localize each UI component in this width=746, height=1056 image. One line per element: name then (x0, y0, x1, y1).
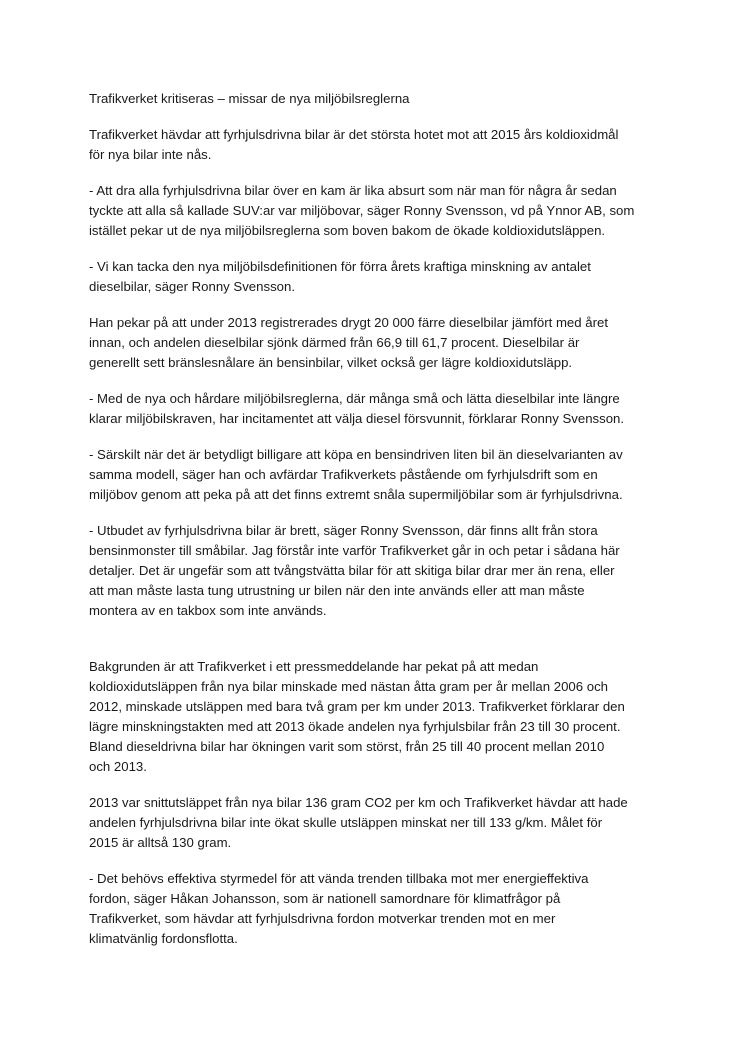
paragraph-10 (89, 869, 669, 949)
paragraph-6 (89, 445, 669, 505)
text-line: 2012, minskade utsläppen med bara två gram per km under 2013. Trafikverket förklarar den (89, 699, 625, 714)
paragraph-8 (89, 657, 669, 777)
paragraph-4 (89, 313, 669, 373)
text-line: - Särskilt när det är betydligt billigare att köpa en bensindriven liten bil än dieselvarianten av (89, 447, 623, 462)
text-line: istället pekar ut de nya miljöbilsreglerna som boven bakom de ökade koldioxidutsläppen. (89, 223, 606, 238)
paragraph-2 (89, 181, 669, 241)
text-line: och 2013. (89, 759, 147, 774)
text-line: innan, och andelen dieselbilar sjönk därmed från 66,9 till 61,7 procent. Dieselbilar är (89, 335, 580, 350)
text-line: fordon, säger Håkan Johansson, som är nationell samordnare för klimatfrågor på (89, 891, 561, 906)
text-line: klarar miljöbilskraven, har incitamentet att välja diesel försvunnit, förklarar Ronny Svensson. (89, 411, 625, 426)
paragraph-9 (89, 793, 669, 853)
text-line: montera av en takbox som inte används. (89, 603, 327, 618)
text-line: samma modell, säger han och avfärdar Trafikverkets påstående om fyrhjulsdrift som en (89, 467, 598, 482)
text-line: Bland dieseldrivna bilar har ökningen varit som störst, från 25 till 40 procent mellan 2010 (89, 739, 605, 754)
text-line: lägre minskningstakten med att 2013 ökade andelen nya fyrhjulsbilar från 23 till 30 procent. (89, 719, 621, 734)
text-line: 2013 var snittutsläppet från nya bilar 136 gram CO2 per km och Trafikverket hävdar att hade (89, 795, 628, 810)
text-line: Trafikverket, som hävdar att fyrhjulsdrivna fordon motverkar trenden mot en mer (89, 911, 556, 926)
text-line: Trafikverket hävdar att fyrhjulsdrivna bilar är det största hotet mot att 2015 års koldioxidmål (89, 127, 619, 142)
text-line: - Utbudet av fyrhjulsdrivna bilar är brett, säger Ronny Svensson, där finns allt från stora (89, 523, 598, 538)
paragraph-1 (89, 125, 669, 165)
article-body-part-2 (89, 657, 669, 949)
text-line: generellt sett bränslesnålare än bensinbilar, vilket också ger lägre koldioxidutsläpp. (89, 355, 573, 370)
text-line: dieselbilar, säger Ronny Svensson. (89, 279, 295, 294)
text-line: tyckte att alla så kallade SUV:ar var miljöbovar, säger Ronny Svensson, vd på Ynnor AB, som (89, 203, 635, 218)
paragraph-7 (89, 521, 669, 621)
text-line: - Vi kan tacka den nya miljöbilsdefinitionen för förra årets kraftiga minskning av antalet (89, 259, 591, 274)
text-line: - Att dra alla fyrhjulsdrivna bilar över en kam är lika absurt som när man för några år sedan (89, 183, 617, 198)
text-line: Bakgrunden är att Trafikverket i ett pressmeddelande har pekat på att medan (89, 659, 539, 674)
text-line: för nya bilar inte nås. (89, 147, 212, 162)
text-line: - Med de nya och hårdare miljöbilsreglerna, där många små och lätta dieselbilar inte längre (89, 391, 620, 406)
text-line: 2015 är alltså 130 gram. (89, 835, 232, 850)
text-line: detaljer. Det är ungefär som att tvångstvätta bilar för att skitiga bilar drar mer än rena, eller (89, 563, 615, 578)
text-line: andelen fyrhjulsdrivna bilar inte ökat skulle utsläppen minskat ner till 133 g/km. Målet för (89, 815, 603, 830)
text-line: klimatvänlig fordonsflotta. (89, 931, 238, 946)
article-body-part-1 (89, 125, 669, 621)
document-page (89, 89, 669, 965)
text-line: miljöbov genom att peka på att det finns extremt snåla supermiljöbilar som är fyrhjulsdrivna. (89, 487, 623, 502)
paragraph-5 (89, 389, 669, 429)
text-line: - Det behövs effektiva styrmedel för att vända trenden tillbaka mot mer energieffektiva (89, 871, 589, 886)
article-title: Trafikverket kritiseras – missar de nya miljöbilsreglerna (89, 91, 410, 106)
text-line: att man måste lasta tung utrustning ur bilen när den inte används eller att man måste (89, 583, 585, 598)
text-line: koldioxidutsläppen från nya bilar minskade med nästan åtta gram per år mellan 2006 och (89, 679, 609, 694)
text-line: Han pekar på att under 2013 registrerades drygt 20 000 färre dieselbilar jämfört med året (89, 315, 608, 330)
blank-line-spacer (89, 637, 669, 657)
text-line: bensinmonster till småbilar. Jag förstår inte varför Trafikverket går in och petar i sådana här (89, 543, 620, 558)
paragraph-3 (89, 257, 669, 297)
